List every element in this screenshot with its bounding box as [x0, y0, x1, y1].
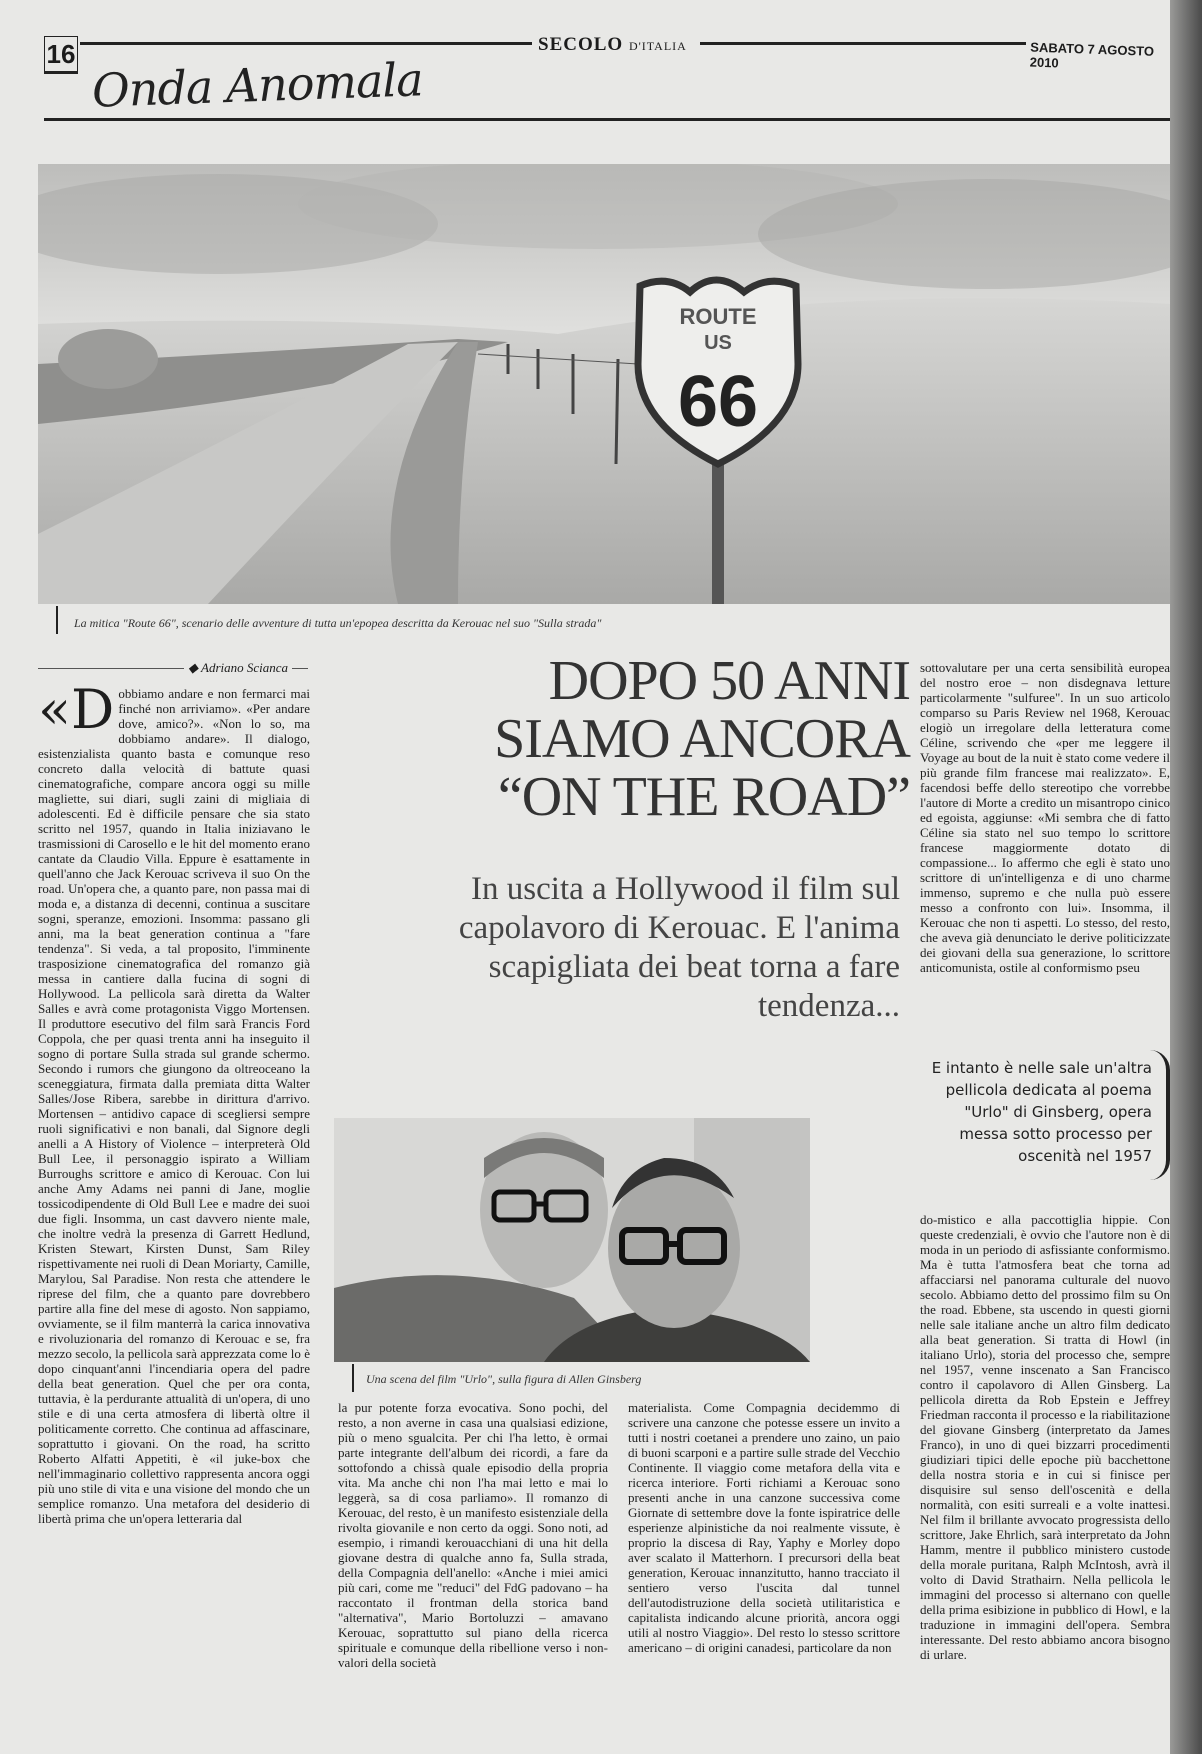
sign-route-text: ROUTE: [679, 304, 757, 329]
photo2-caption-bar: [352, 1364, 354, 1392]
urlo-film-photo: [334, 1118, 810, 1362]
article-column-1: [38, 686, 310, 1716]
drop-cap: «D: [38, 686, 115, 741]
page-number: 16: [44, 36, 78, 74]
byline-author: ◆ Adriano Scianca: [184, 660, 292, 676]
column-2-text: la pur potente forza evocativa. Sono pochi, del resto, a non averne in casa una qualsiasi edizione, più o meno sgualcita. Per chi l'ha letto, è ormai parte integrante dell'album dei ricordi, a fare da sottofondo a chissà quale episodio della propria vita. Ma anche chi non l'ha mai letto e mai lo leggerà, sa di cosa parliamo». Il romanzo di Kerouac, del resto, è un manifesto esistenziale della rivolta giovanile e non certo da oggi. Sono noti, ad esempio, i rimandi kerouacchiani di una hit della giovane destra di qualche anno fa, Sulla strada, della Compagnia dell'anello: «Anche i miei amici più cari, come me "reduci" del FdG padovano – ha raccontato il frontman della storica band "alternativa", Mario Bortoluzzi – amavano Kerouac, soprattutto sul piano della ricerca spirituale e comunque della ribellione verso i non-valori della società: [338, 1400, 608, 1670]
headline-line-2: SIAMO ANCORA: [494, 708, 910, 770]
headline-line-3: “ON THE ROAD”: [497, 766, 910, 828]
author-name: Adriano Scianca: [201, 660, 289, 675]
hero-caption: La mitica "Route 66", scenario delle avventure di tutta un'epopea descritta da Kerouac nel suo "Sulla strada": [74, 616, 602, 630]
section-name: Onda Anomala: [91, 52, 424, 118]
column-4-bottom-text: do-mistico e alla paccottiglia hippie. Con queste credenziali, è ovvio che l'autore non è di moda in un periodo di asfissiante conformismo. Ma è tutta l'atmosfera beat che torna ad affacciarsi nel panorama culturale del nuovo secolo. Abbiamo detto del prossimo film su On the road. Ebbene, sta uscendo in questi giorni nelle sale italiane anche un altro film dedicato alla beat generation. Si tratta di Howl (in italiano Urlo), storia del processo che, sempre nel 1957, venne inscenato a San Francisco contro il capolavoro di Allen Ginsberg. La pellicola diretta da Rob Epstein e Jeffrey Friedman racconta il processo e la riabilitazione del giovane Ginsberg (interpretato da James Franco), in uno di quei bizzarri procedimenti giudiziari tipici delle epoche più bacchettone della nostra storia e in cui si finisce per disquisire sul senso dell'oscenità e della normalità, con esiti surreali e a volte inattesi. Nel film il brillante avvocato progressista dello scrittore, Jake Ehrlich, sarà interpretato da John Hamm, mentre il pubblico ministero custode della morale puritana, Ralph McIntosh, avrà il volto di David Strathairn. Nella pellicola le immagini del processo si alternano con quelle della prima esibizione in pubblico di Howl, e la traduzione in immagini dell'opera. Sembra interessante. Del resto abbiamo ancora bisogno di urlare.: [920, 1212, 1170, 1662]
column-3-text: materialista. Come Compagnia decidemmo di scrivere una canzone che potesse essere un invito a tutti i nostri coetanei a prendere uno zaino, un paio di buoni scarponi e a partire sulle strade del Vecchio Continente. Il viaggio come metafora della vita e ricerca interiore. Forti richiami a Kerouac sono presenti anche in una canzone successiva come Giornate di settembre dove la fonte ispiratrice delle esperienze alpinistiche da noi realmente vissute, è proprio la discesa di Ray, Yaphy e Morley dopo aver scalato il Matterhorn. I precursori della beat generation, Kerouac innanzitutto, hanno tracciato il sentiero verso l'uscita dal tunnel dell'autodistruzione della società utilitaristica e capitalista indicando alcune priorità, ancora oggi utili al nostro Viaggio». Del resto lo stesso scrittore americano – di origini canadesi, particolare da non: [628, 1400, 900, 1655]
article-column-4-top: [920, 660, 1170, 1020]
pull-quote: E intanto è nelle sale un'altra pellicola dedicata al poema "Urlo" di Ginsberg, opera messa sotto processo per oscenità nel 1957: [931, 1059, 1152, 1165]
headline: [436, 652, 910, 826]
article-column-4-bottom: [920, 1212, 1170, 1716]
issue-date: SABATO 7 AGOSTO 2010: [1029, 39, 1155, 71]
page-edge-shadow: [1170, 0, 1202, 1754]
hero-photo: [38, 164, 1170, 604]
section-rule: [44, 118, 1170, 121]
sign-us-text: US: [704, 332, 732, 354]
paper-name: [538, 34, 687, 56]
article-column-2: [338, 1400, 608, 1716]
masthead-rule-left: [80, 42, 532, 45]
hero-caption-bar: [56, 606, 58, 634]
subhead: In uscita a Hollywood il film sul capolavoro di Kerouac. E l'anima scapigliata dei beat torna a fare tendenza...: [458, 871, 900, 1024]
article-column-3: [628, 1400, 900, 1716]
paper-name-main: SECOLO: [538, 34, 624, 55]
sign-number-text: 66: [677, 362, 759, 442]
column-4-top-text: sottovalutare per una certa sensibilità europea del nostro eroe – non disdegnava letture particolarmente "sulfuree". In un suo articolo comparso su Paris Review nel 1968, Kerouac elogiò un irregolare della letteratura come Céline, scrivendo che «per me leggere il Voyage au bout de la nuit è stato come vedere il più grande film francese mai realizzato». E, facendosi beffe dello stereotipo che vorrebbe l'autore di Morte a credito un misantropo cinico ed egoista, aggiunse: «Mi sembra che di fatto Céline sia stato nel suo tempo lo scrittore francese maggiormente dotato di compassione... Io affermo che egli è stato uno scrittore di un'intelligenza e di uno charme immenso, supremo e che nulla può essere messo a confronto con lui». Insomma, il Kerouac che non ti aspetti. Lo stesso, del resto, che aveva già denunciato le derive politicizzate dei giovani della sua generazione, lo scrittore anticomunista, ostile al conformismo pseu: [920, 660, 1170, 975]
paper-name-suffix: D'ITALIA: [628, 39, 687, 53]
photo2-caption: Una scena del film "Urlo", sulla figura di Allen Ginsberg: [366, 1372, 642, 1386]
headline-line-1: DOPO 50 ANNI: [548, 650, 910, 712]
route-66-landscape: [38, 164, 1170, 604]
column-1-text: obbiamo andare e non fermarci mai finché non arriviamo». «Per andare dove, amico?». «Non lo so, ma dobbiamo andare». Il dialogo, esistenzialista quanto basta e comunque reso concreto dalla velocità di battute quasi cinematografiche, compare ancora oggi su mille magliette, sui diari, sugli zaini di migliaia di adolescenti. Ed è difficile pensare che sia stato scritto nel 1957, quando in Italia iniziavano le trasmissioni di Carosello e le hit del momento erano cantate da Claudio Villa. Eppure è esattamente in quell'anno che Jack Kerouac scriveva il suo On the road. Un'opera che, a quanto pare, non passa mai di moda e, a distanza di decenni, continua a suscitare sogni, speranze, emozioni. Insomma: passano gli anni, ma la beat generation continua a "fare tendenza". Si veda, a tal proposito, l'imminente trasposizione cinematografica del romanzo già messa in cantiere dalla fucina di sogni di Hollywood. La pellicola sarà diretta da Walter Salles e avrà come protagonista Viggo Mortensen. Il produttore esecutivo del film sarà Francis Ford Coppola, che per quasi trenta anni ha inseguito il sogno di portare Sulla strada sul grande schermo. Secondo i rumors che giungono da oltreoceano la sceneggiatura, firmata dalla premiata ditta Walter Salles/Jose Ribera, sarebbe in dirittura d'arrivo. Mortensen – antidivo capace di scegliersi sempre ruoli significativi e non banali, dal Signore degli anelli a A History of Violence – interpreterà Old Bull Lee, il personaggio ispirato a William Burroughs scrittore e amico di Kerouac. Con lui anche Amy Adams nei panni di Jane, moglie tossicodipendente di Old Bull Lee e madre dei suoi due figli. Insomma, un cast davvero niente male, che inoltre vedrà la presenza di Garrett Hedlund, Kristen Stewart, Kirsten Dunst, Sam Riley rispettivamente nei ruoli di Dean Moriarty, Camille, Marylou, Sal Paradise. Non resta che attendere le riprese del film, che a quanto pare dovrebbero partire alla fine del mese di agosto. Non sappiamo, ovviamente, se il film manterrà la carica innovativa e rivoluzionaria del romanzo di Kerouac e se, fra mezzo secolo, la pellicola sarà apprezzata come lo è dopo cinquant'anni l'incendiaria opera del padre della beat generation. Quel che per ora conta, tuttavia, è la perdurante attualità di un'opera, di uno stile e di una certa atmosfera di libertà oltre il politicamente corretto. Che continua ad affascinare, soprattutto i giovani. On the road, ha scritto Roberto Alfatti Appetiti, è «il juke-box che nell'immaginario collettivo rappresenta ancora oggi più uno stile di vita e una visione del mondo che un semplice romanzo. Una metafora del desiderio di libertà prima che un'opera letteraria dal: [38, 686, 310, 1526]
pull-quote-bracket: [1150, 1050, 1170, 1180]
masthead-rule-right: [700, 42, 1026, 45]
two-men-portrait: [334, 1118, 810, 1362]
